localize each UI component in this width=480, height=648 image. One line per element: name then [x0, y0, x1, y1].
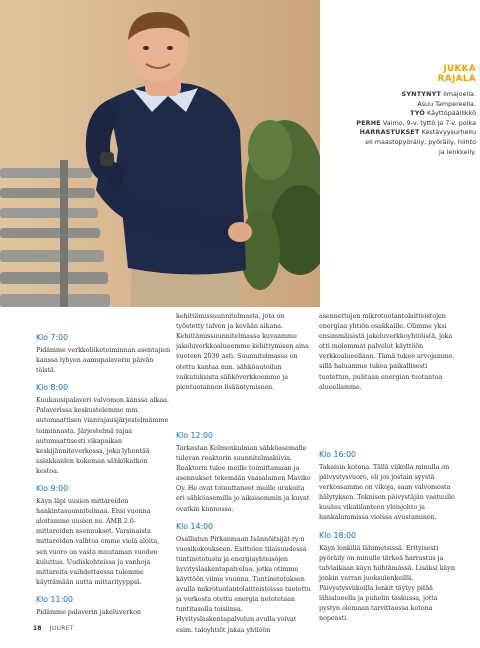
- entry-text: Takaisin kotona. Tällä viikolla minulla on päivystysvuoro, eli jos jostain syystä verkossamme on vikoja, saan valvomosta hälytyksen. Teknisen päivystäjän vastuulle kuuluu vikatilanteen yleisjohto ja hankalammissa vioissa avustaminen.: [319, 463, 455, 522]
- entry-time: Klo 14:00: [176, 521, 213, 531]
- entry-text: Pidämme verkkoliiketoiminnan asentajien kanssa lyhyen aamupalaverin päivän töistä.: [36, 346, 171, 375]
- entry-text: Käyn läpi uusien mittareiden hankintasuunnitelmaa. Ensi vuonna aloitamme uusien ns. AMR 2.0-mittareiden asennukset. Varsinaista mittareiden vaihtoa emme vielä aloita, sen vuoro on vasta muutaman vuoden kuluttua. Uudiskohteissa ja vanhoja mittareita vaihdettaessa tulemme käyttämään uutta mittarityyppiä.: [36, 497, 160, 586]
- text-column-3: [319, 311, 455, 623]
- profile-row: SYNTYNYT Ilmajoella.: [401, 90, 476, 98]
- entry-time: Klo 7:00: [36, 333, 69, 342]
- portrait-photo: [0, 0, 320, 307]
- entry-text-continuation: asennettujen mikrotuotantolaitteistojen energiaa yhtiön osakkaille. Olimme yksi ensimmäisistä jakeluverkkoyhtiöistä, joka otti molemmat palvelut käyttöön verkkoalueellaan. Tämä tukee arvojamme, sillä haluamme tukea paikallisesti tuotettun, puhtaan energian tuotantoa alueellamme.: [319, 311, 455, 391]
- profile-name: JUKKA RAJALA: [437, 64, 476, 84]
- text-column-2: [176, 311, 312, 635]
- profile-row: TYÖ Käyttöpäällikkö: [410, 109, 476, 118]
- entry-text: Tarkastan Kolmenkulman sähköasemalle tulevan reaktorin suunnitelmakuvia. Reaktorin tulee meille toimittamaan ja asennukset tekemään vaasalainen Maviko Oy. He ovat toteuttaneet meille urakoita eri sähköasemilla jo aikaisemmin ja kuvat ovatkin kunnossa.: [176, 444, 311, 513]
- profile-box: [326, 64, 476, 157]
- text-column-1: [36, 333, 172, 617]
- page-footer: [33, 626, 74, 632]
- profile-row: Asuu Tampereella.: [417, 99, 476, 108]
- entry-time: Klo 9:00: [36, 484, 69, 494]
- entry-text-continued: Pidämme palaverin jakeluverkon: [36, 607, 141, 616]
- entry-time: Klo 11:00: [36, 594, 73, 604]
- entry-text: Osallistun Pirkanmaan Isännöitsijät ry:n vuosikokoukseen. Esittelen tilaisuudessa tuntinetotusta ja energiayhteisöjen hyvityslaskentapalvelua, jotka otimme käyttöön viime vuonna. Tuntinetotuksen avulla mikrotuotantolaitteistoissa tuotettu ja verkosta otettu energia netotetaan tuntitasolla toisiinsa. Hyvityslaskentapalvelun avulla voivat esim. taloyhtiöt jakaa yhtiöön: [176, 534, 311, 634]
- entry-text: Käyn lenkillä lähimetsissä. Erityisesti pyöräily on minulle tärkeä harrastus ja talviaikaan käyn hiihtämässä. Lisäksi käyn jonkin verran juoksulenkeillä. Päivystysviikoilla lenkit täytyy pitää lähialueella ja puhelin taskussa, jotta pystyn olemaan tarvittaessa kotona nopeasti.: [319, 543, 455, 623]
- entry-text: Kuukausipalaveri valvomon kanssa alkaa. Palaverissa keskustelemme mm. automaattisen vianrajausjärjestelmämme toiminnasta. Järjestelmä rajaa automaattisesti vikapaikan keskijänniteverkossa, joka lyhentää asiakkaiden kokeman sähkökatkon kestoa.: [36, 396, 169, 475]
- entry-time: Klo 8:00: [36, 383, 69, 393]
- profile-row: HARRASTUKSET Kestävyysurheilu: [359, 128, 476, 137]
- entry-time: Klo 18:00: [319, 530, 356, 540]
- profile-row: PERHE Vaimo, 9-v. tyttö ja 7-v. poika: [356, 118, 476, 127]
- profile-row: eli maastopyöräily, pyöräily, hiihto: [365, 137, 476, 146]
- page-number: 18: [33, 626, 42, 632]
- entry-time: Klo 16:00: [319, 450, 356, 459]
- portrait-illustration: [0, 0, 320, 307]
- entry-text-continuation: kehittämissuunnitelmasta, jota on työstetty talven ja kevään aikana. Kehittämissuunnitelmassa kuvaamme jakeluverkkoalueemme kehittymisen aina vuoteen 2030 asti. Suunnitelmassa on otettu kantaa mm. sähköautoilun vaikutuksista sähköverkkoomme ja pientuotannon lisääntymiseen.: [176, 312, 309, 391]
- magazine-name: JUURET: [49, 626, 74, 632]
- entry-time: Klo 12:00: [176, 431, 213, 440]
- profile-row: ja lenkkeily.: [438, 147, 476, 156]
